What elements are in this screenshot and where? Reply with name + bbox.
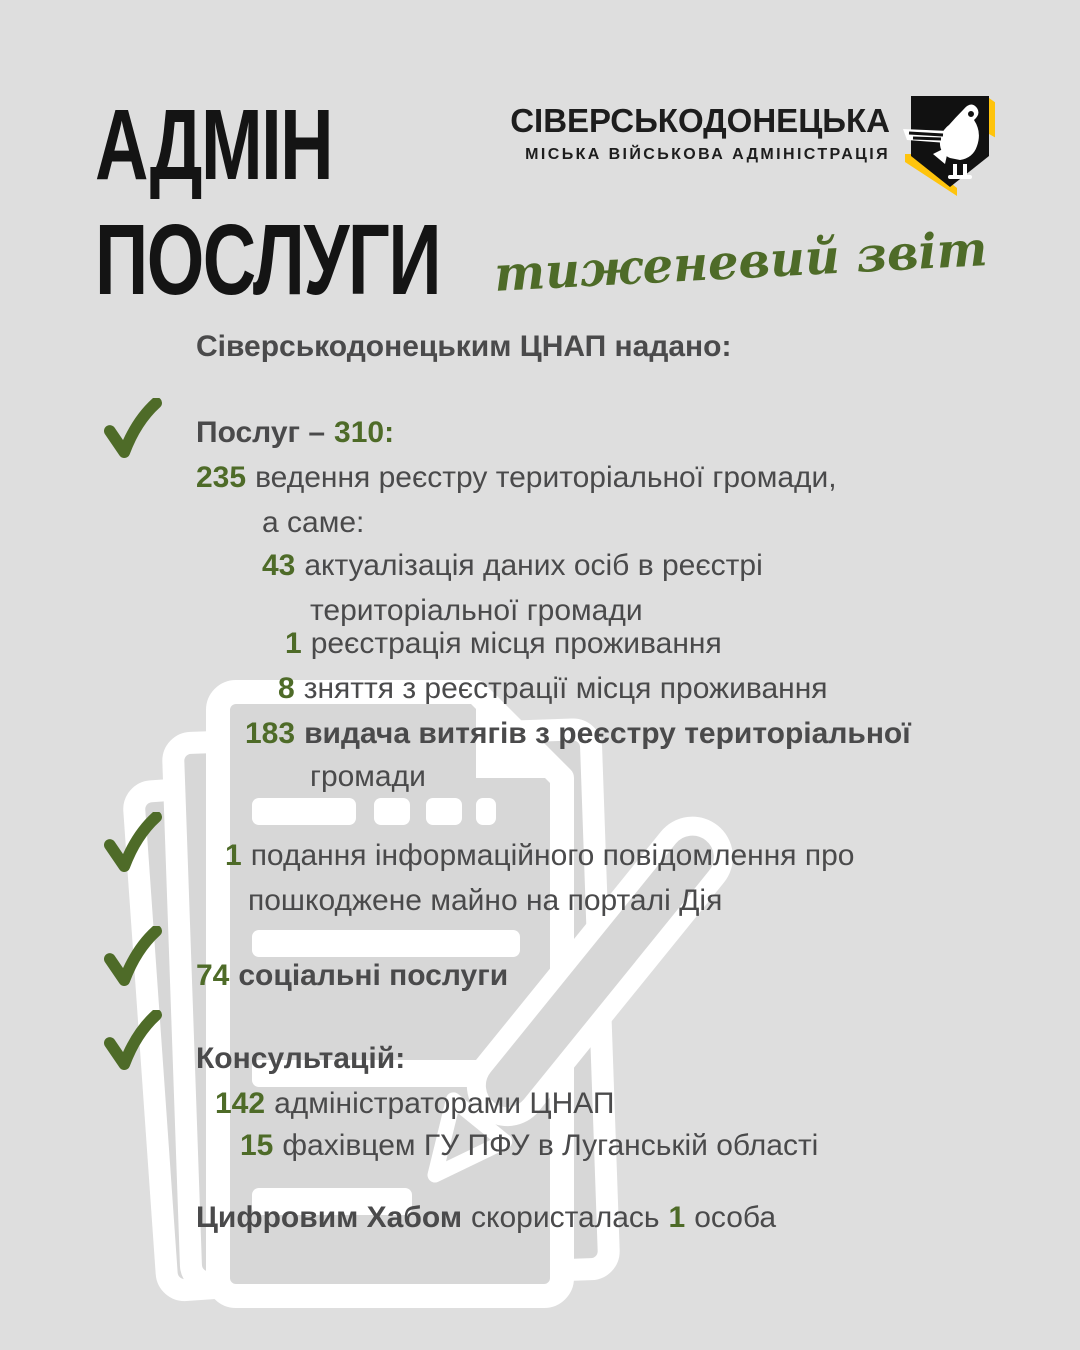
list-item-data-update-cont: територіальної громади	[310, 594, 643, 627]
list-item-digital-hub	[196, 1201, 776, 1234]
checkmark-icon	[104, 926, 162, 988]
list-item-diia-report	[225, 839, 854, 872]
item-count: 1	[668, 1201, 686, 1234]
list-item-extracts	[245, 717, 911, 750]
item-count: 1	[225, 839, 242, 872]
item-bold: Цифровим Хабом	[196, 1201, 463, 1234]
list-item-consultations: Консультацій:	[196, 1042, 406, 1075]
item-count: 235	[196, 461, 247, 494]
administration-logo	[510, 102, 890, 164]
logo-name: СІВЕРСЬКОДОНЕЦЬКА	[510, 102, 890, 139]
dove-shield-emblem-icon	[903, 96, 995, 196]
logo-subtitle: МІСЬКА ВІЙСЬКОВА АДМІНІСТРАЦІЯ	[525, 146, 890, 163]
item-text: актуалізація даних осіб в реєстрі	[304, 549, 763, 582]
list-item-residence-registration	[285, 627, 722, 660]
list-item-consultations-pfu	[240, 1129, 818, 1162]
item-count: 8	[278, 672, 295, 705]
item-text: фахівцем ГУ ПФУ в Луганській області	[282, 1129, 819, 1162]
item-value: 310:	[334, 416, 395, 449]
list-item-data-update	[262, 549, 763, 582]
item-text: реєстрація місця проживання	[310, 627, 722, 660]
page-title	[95, 88, 561, 318]
checkmark-icon	[104, 1010, 162, 1072]
item-count: 183	[245, 717, 296, 750]
item-text: скористалась	[471, 1201, 660, 1234]
item-label: Послуг –	[196, 416, 326, 449]
list-item-namely: а саме:	[262, 506, 365, 539]
item-text: ведення реєстру територіальної громади,	[255, 461, 837, 494]
report-heading: Сіверськодонецьким ЦНАП надано:	[196, 330, 732, 363]
item-count: 43	[262, 549, 296, 582]
list-item-residence-removal	[278, 672, 828, 705]
item-text: особа	[694, 1201, 777, 1234]
item-text: зняття з реєстрації місця проживання	[303, 672, 828, 705]
checkmark-icon	[104, 398, 162, 460]
item-text: соціальні послуги	[238, 959, 509, 992]
list-item-extracts-cont: громади	[310, 760, 426, 793]
item-count: 1	[285, 627, 302, 660]
checkmark-icon	[104, 812, 162, 874]
list-item-diia-report-cont: пошкоджене майно на порталі Дія	[248, 884, 723, 917]
page-title-line2: ПОСЛУГИ	[95, 204, 441, 316]
item-count: 74	[196, 959, 230, 992]
list-item-services-total	[196, 416, 394, 449]
item-text: видача витягів з реєстру територіальної	[304, 717, 911, 750]
handwritten-weekly-report-note: тиженевий звіт	[493, 221, 990, 303]
item-text: адміністраторами ЦНАП	[274, 1087, 615, 1120]
item-count: 142	[215, 1087, 266, 1120]
list-item-consultations-cnap	[215, 1087, 615, 1120]
item-text: подання інформаційного повідомлення про	[250, 839, 855, 872]
list-item-social-services	[196, 959, 508, 992]
page-title-line1: АДМІН	[95, 89, 333, 201]
list-item-registry	[196, 461, 837, 494]
item-count: 15	[240, 1129, 274, 1162]
